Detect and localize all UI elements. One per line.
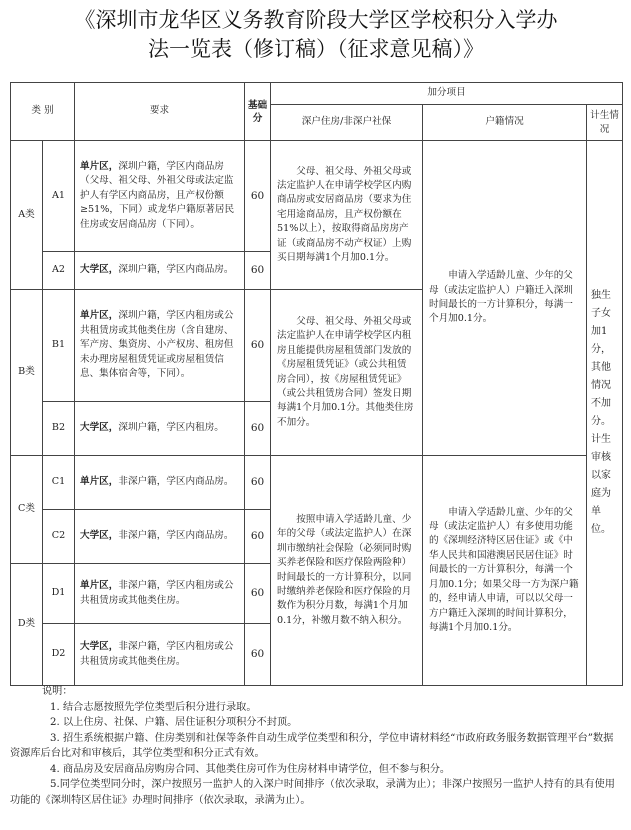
score-a2: 60: [245, 252, 271, 290]
row-code-d1: D1: [43, 564, 75, 624]
requirement-a2-zone: 大学区，: [80, 264, 119, 276]
requirement-b1: [75, 290, 245, 402]
note-item-5: 5.同学位类型同分时，深户按照另一监护人的入深户时间排序（依次录取，录满为止）；非深户按照另一监护人持有的具有使用功能的《深圳特区居住证》办理时间排序（依次录取，录满为止）。: [10, 779, 615, 806]
bonus-hukou-ab: 申请入学适龄儿童、少年的父母（或法定监护人）户籍迁入深圳时间最长的一方计算积分，每满一个月加0.1分。: [423, 141, 587, 456]
group-label-a: A类: [11, 141, 43, 290]
row-code-c1: C1: [43, 456, 75, 510]
notes-section: [10, 684, 622, 808]
requirement-c1-text: 非深户籍，学区内商品房。: [118, 476, 234, 488]
row-code-a2: A2: [43, 252, 75, 290]
requirement-a1: [75, 141, 245, 252]
requirement-b1-text: 深圳户籍，学区内租房或公共租赁房或其他类住房（含自建房、军产房、集资房、小产权房、租房但未办理房屋租赁凭证或房屋租赁信息、集体宿舍等，下同）。: [80, 310, 234, 380]
requirement-c2-zone: 大学区，: [80, 530, 119, 542]
header-bonus-items: 加分项目: [271, 83, 623, 105]
requirement-d1: [75, 564, 245, 624]
header-housing: 深户住房/非深户社保: [271, 105, 423, 141]
requirement-b2-text: 深圳户籍，学区内租房。: [118, 422, 224, 434]
bonus-family-planning: 独生子女加1分，其他情况不加分。计生审核以家庭为单位。: [587, 141, 623, 686]
note-item-4: 4. 商品房及安居商品房购房合同、其他类住房可作为住房材料申请学位，但不参与积分。: [50, 763, 451, 775]
score-d2: 60: [245, 624, 271, 686]
header-category: 类 别: [11, 83, 75, 141]
requirement-a2: [75, 252, 245, 290]
score-d1: 60: [245, 564, 271, 624]
requirement-d2-text: 非深户籍，学区内租房或公共租赁房或其他类住房。: [80, 641, 234, 667]
group-label-c: C类: [11, 456, 43, 564]
requirement-d1-text: 非深户籍，学区内租房或公共租赁房或其他类住房。: [80, 580, 234, 606]
requirement-c2-text: 非深户籍，学区内商品房。: [118, 530, 234, 542]
bonus-social-security-cd: 按照申请入学适龄儿童、少年的父母（或法定监护人）在深圳市缴纳社会保险（必须同时购买养老保险和医疗保险两险种）时间最长的一方计算积分，以同时缴纳养老保险和医疗保险的月数作为积分月数，每满1个月加0.1分，补缴月数不纳入积分。: [271, 456, 423, 686]
requirement-d2: [75, 624, 245, 686]
header-family-planning: 计生情况: [587, 105, 623, 141]
note-item-2: 2. 以上住房、社保、户籍、居住证积分项积分不封顶。: [50, 717, 298, 728]
title-line-2: 法一览表（修订稿）（征求意见稿）》: [148, 37, 484, 61]
score-a1: 60: [245, 141, 271, 252]
header-hukou: 户籍情况: [423, 105, 587, 141]
score-c2: 60: [245, 510, 271, 564]
requirement-d1-zone: 单片区，: [80, 580, 119, 592]
header-requirements: 要求: [75, 83, 245, 141]
bonus-housing-b: 父母、祖父母、外祖父母或法定监护人在申请学校学区内租房且能提供房屋租赁部门发放的《房屋租赁凭证》（或公共租赁房合同），按《房屋租赁凭证》（或公共租赁房合同）签发日期每满1个月加0.1分。其他类住房不加分。: [271, 290, 423, 456]
requirement-a1-zone: 单片区，: [80, 160, 119, 172]
score-b1: 60: [245, 290, 271, 402]
note-item-3: 3. 招生系统根据户籍、住房类别和社保等条件自动生成学位类型和积分，学位申请材料经“市政府政务服务数据管理平台”数据资源库后台比对和审核后，其学位类型和积分正式有效。: [10, 732, 614, 759]
row-code-a1: A1: [43, 141, 75, 252]
score-c1: 60: [245, 456, 271, 510]
document-title: [10, 6, 622, 64]
row-code-b2: B2: [43, 402, 75, 456]
admission-score-table: [10, 82, 623, 686]
requirement-b2-zone: 大学区，: [80, 422, 119, 434]
title-line-1: 《深圳市龙华区义务教育阶段大学区学校积分入学办: [74, 8, 558, 32]
note-item-1: 1. 结合志愿按照先学位类型后积分进行录取。: [50, 701, 257, 713]
bonus-housing-a: 父母、祖父母、外祖父母或法定监护人在申请学校学区内购商品房或安居商品房（要求为住宅用途商品房，且产权份额在51%以上），按取得商品房房产证（或商品房不动产权证）上购买日期每满1个月加0.1分。: [271, 141, 423, 290]
row-code-c2: C2: [43, 510, 75, 564]
requirement-c1-zone: 单片区，: [80, 476, 119, 488]
bonus-hukou-cd: 申请入学适龄儿童、少年的父母（或法定监护人）有多使用功能的《深圳经济特区居住证》或《中华人民共和国港澳居民居住证》时间最长的一方计算积分，每满一个月加0.1分；如果父母一方为深户籍的，经申请人申请，可以以父母一方户籍迁入深圳的时间计算积分，每满1个月加0.1分。: [423, 456, 587, 686]
score-b2: 60: [245, 402, 271, 456]
requirement-c2: [75, 510, 245, 564]
requirement-c1: [75, 456, 245, 510]
notes-heading: 说明：: [42, 686, 73, 697]
requirement-a2-text: 深圳户籍，学区内商品房。: [118, 264, 234, 276]
group-label-d: D类: [11, 564, 43, 686]
row-code-d2: D2: [43, 624, 75, 686]
requirement-a1-text: 深圳户籍，学区内商品房（父母、祖父母、外祖父母或法定监护人有学区内商品房，且产权份额≥51%，下同）或龙华户籍原著居民住房或安居商品房（下同）。: [80, 160, 235, 230]
group-label-b: B类: [11, 290, 43, 456]
header-base-score: 基础分: [245, 83, 271, 141]
requirement-b1-zone: 单片区，: [80, 310, 119, 322]
requirement-d2-zone: 大学区，: [80, 641, 119, 653]
row-code-b1: B1: [43, 290, 75, 402]
requirement-b2: [75, 402, 245, 456]
